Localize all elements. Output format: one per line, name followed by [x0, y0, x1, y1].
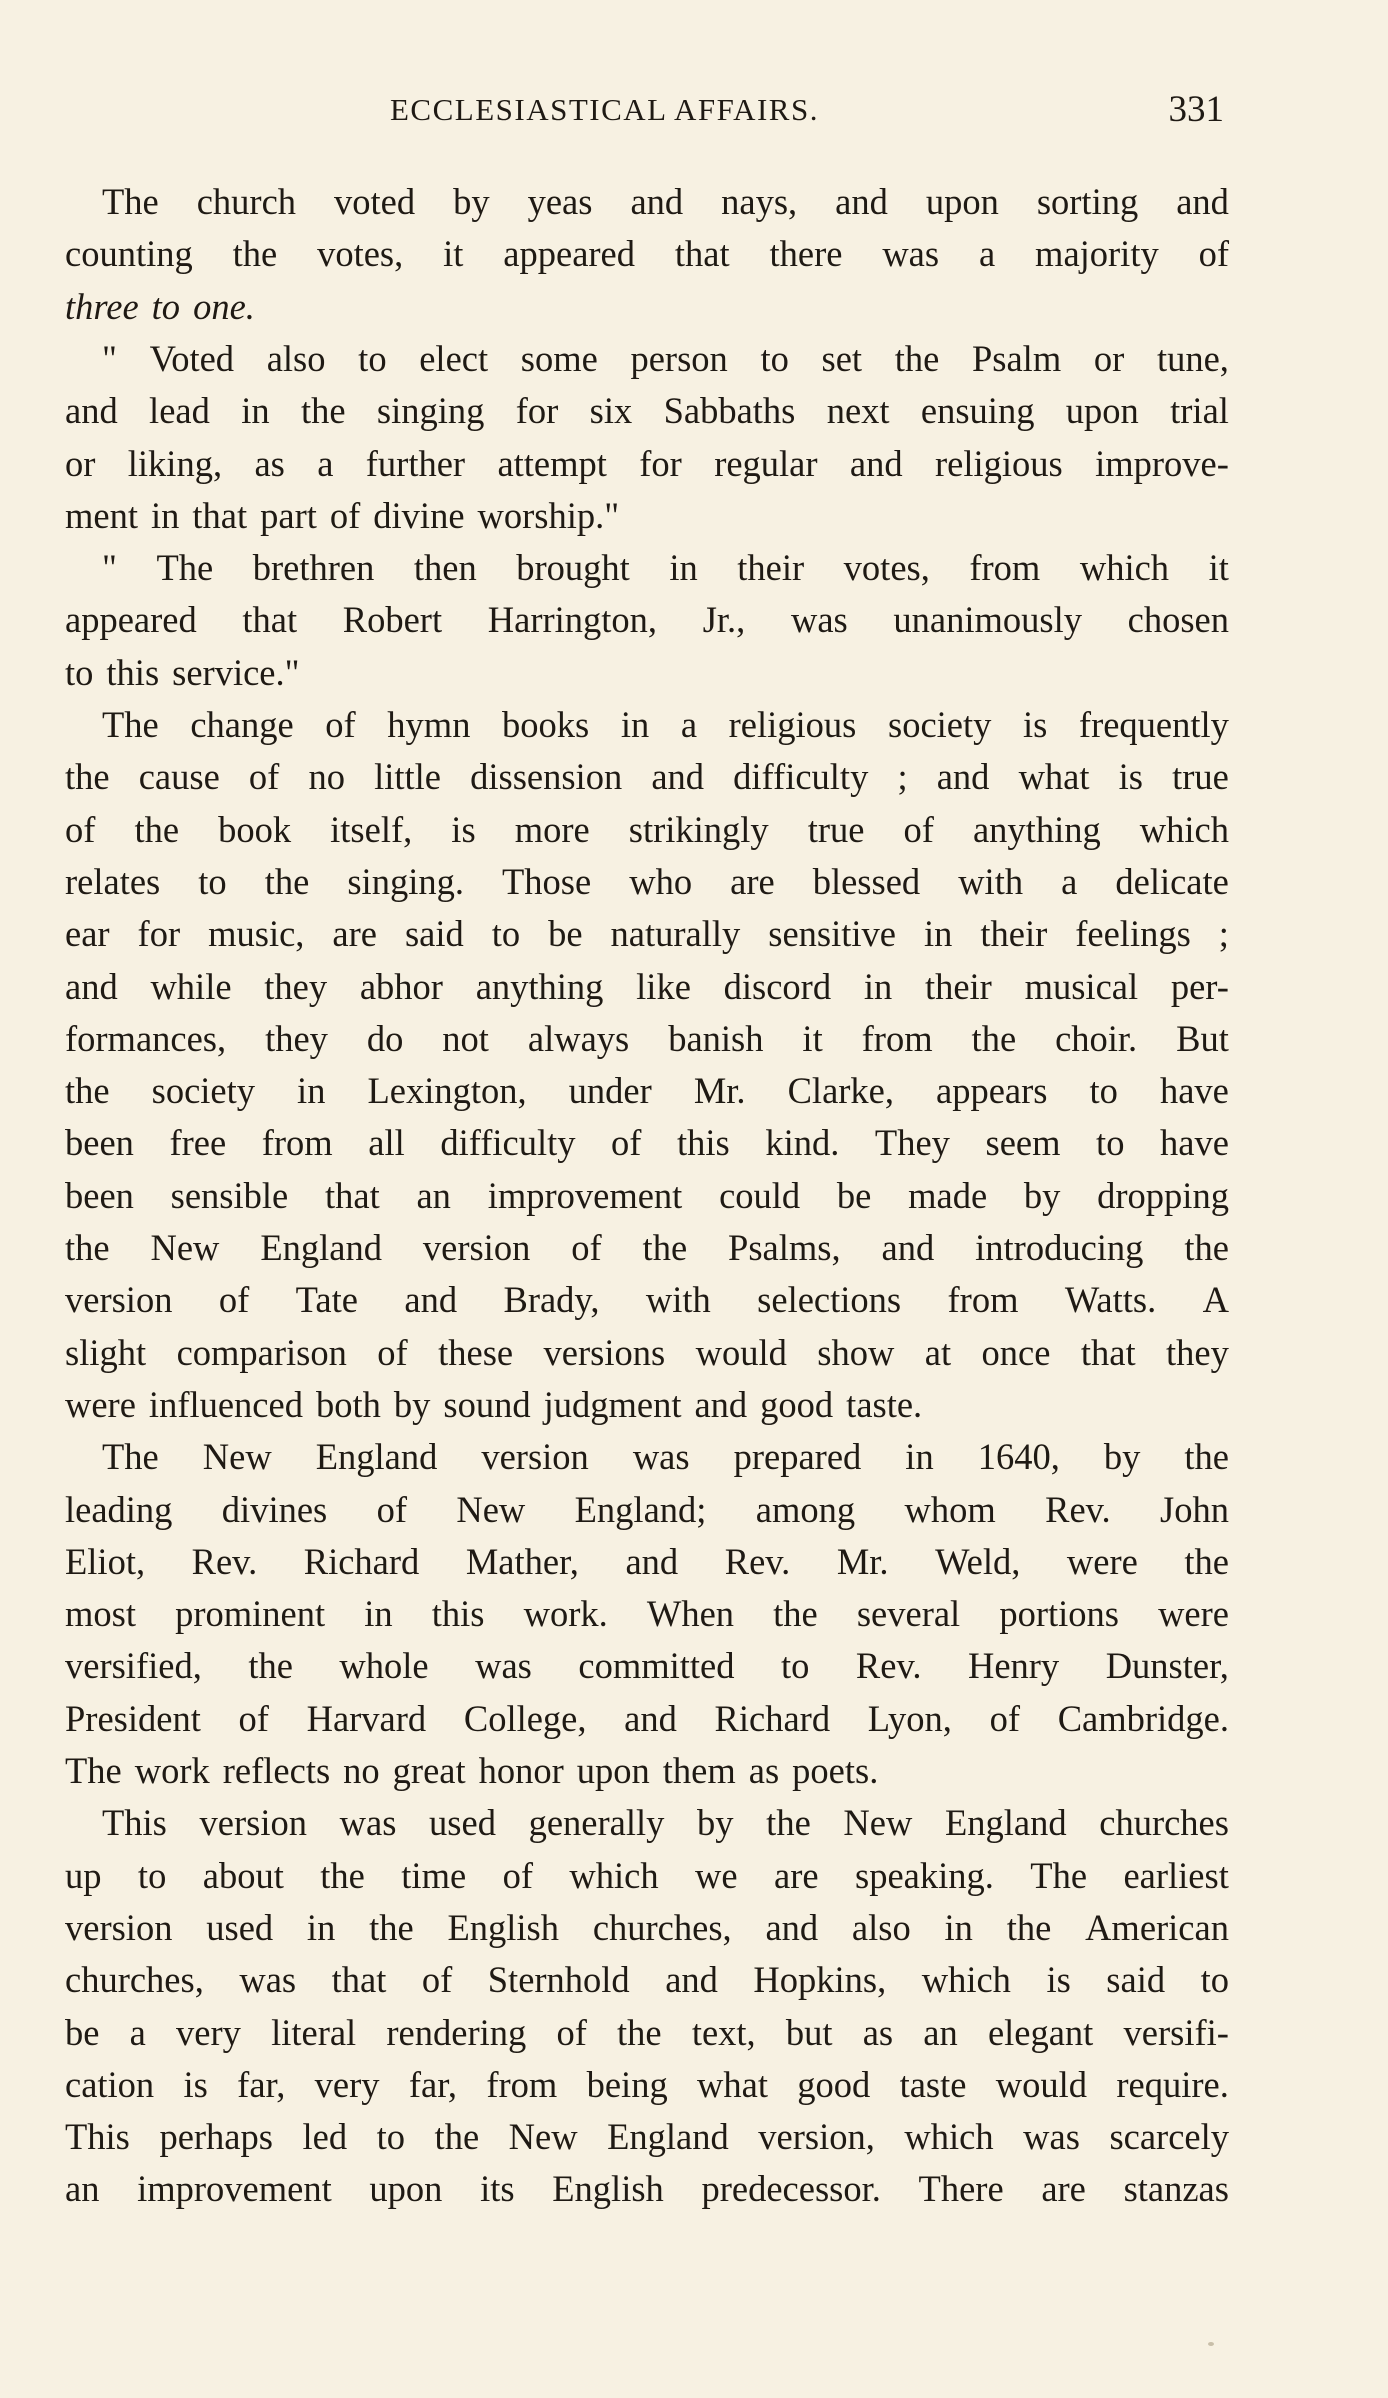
text-line: formances, they do not always banish it from the choir. But	[65, 1017, 1229, 1059]
text-line: the cause of no little dissension and difficulty ; and what is true	[65, 756, 1229, 798]
text-line: versified, the whole was committed to Rev. Henry Dunster,	[65, 1645, 1229, 1687]
text-line: been sensible that an improvement could be made by dropping	[65, 1174, 1229, 1216]
text-line: an improvement upon its English predecessor. There are stanzas	[65, 2168, 1229, 2210]
text-line: ear for music, are said to be naturally sensitive in their feelings ;	[65, 913, 1229, 955]
text-line: churches, was that of Sternhold and Hopkins, which is said to	[65, 1959, 1229, 2001]
text-line: been free from all difficulty of this kind. They seem to have	[65, 1122, 1229, 1164]
text-line: up to about the time of which we are speaking. The earliest	[65, 1854, 1229, 1896]
text-line: three to one.	[65, 285, 255, 327]
text-line: The change of hymn books in a religious society is frequently	[102, 704, 1229, 745]
paper-speck	[1208, 2342, 1214, 2346]
text-line: President of Harvard College, and Richard Lyon, of Cambridge.	[65, 1697, 1229, 1739]
text-line: relates to the singing. Those who are blessed with a delicate	[65, 860, 1229, 902]
text-line: cation is far, very far, from being what good taste would require.	[65, 2063, 1229, 2105]
text-line: counting the votes, it appeared that there was a majority of	[65, 233, 1229, 275]
text-line: to this service."	[65, 651, 300, 693]
text-line: and while they abhor anything like discord in their musical per-	[65, 965, 1229, 1007]
text-line: most prominent in this work. When the several portions were	[65, 1593, 1229, 1635]
text-line: The church voted by yeas and nays, and upon sorting and	[102, 181, 1229, 222]
text-line: version of Tate and Brady, with selections from Watts. A	[65, 1279, 1229, 1321]
text-line: the New England version of the Psalms, and introducing the	[65, 1227, 1229, 1268]
text-line: This perhaps led to the New England version, which was scarcely	[65, 2116, 1229, 2158]
text-line: appeared that Robert Harrington, Jr., was unanimously chosen	[65, 599, 1229, 641]
text-line: and lead in the singing for six Sabbaths next ensuing upon trial	[65, 390, 1229, 432]
text-line: leading divines of New England; among whom Rev. John	[65, 1488, 1229, 1530]
running-head	[390, 89, 1224, 142]
running-title: ECCLESIASTICAL AFFAIRS.	[390, 92, 819, 127]
text-line: were influenced both by sound judgment and good taste.	[65, 1383, 923, 1425]
text-line: of the book itself, is more strikingly true of anything which	[65, 808, 1229, 850]
text-line: " The brethren then brought in their votes, from which it	[102, 547, 1229, 589]
text-line: or liking, as a further attempt for regular and religious improve-	[65, 442, 1229, 484]
text-line: This version was used generally by the New England churches	[102, 1802, 1229, 1844]
text-line: be a very literal rendering of the text, but as an elegant versifi-	[65, 2011, 1229, 2053]
page-number: 331	[1168, 89, 1224, 130]
text-line: version used in the English churches, and also in the American	[65, 1906, 1229, 1948]
text-line: " Voted also to elect some person to set the Psalm or tune,	[102, 337, 1229, 379]
text-line: The work reflects no great honor upon them as poets.	[65, 1750, 879, 1791]
text-line: slight comparison of these versions would show at once that they	[65, 1331, 1229, 1373]
text-line: the society in Lexington, under Mr. Clarke, appears to have	[65, 1070, 1229, 1112]
text-line: ment in that part of divine worship."	[65, 494, 620, 536]
text-line: Eliot, Rev. Richard Mather, and Rev. Mr. Weld, were the	[65, 1540, 1229, 1582]
text-line: The New England version was prepared in 1640, by the	[102, 1436, 1229, 1478]
